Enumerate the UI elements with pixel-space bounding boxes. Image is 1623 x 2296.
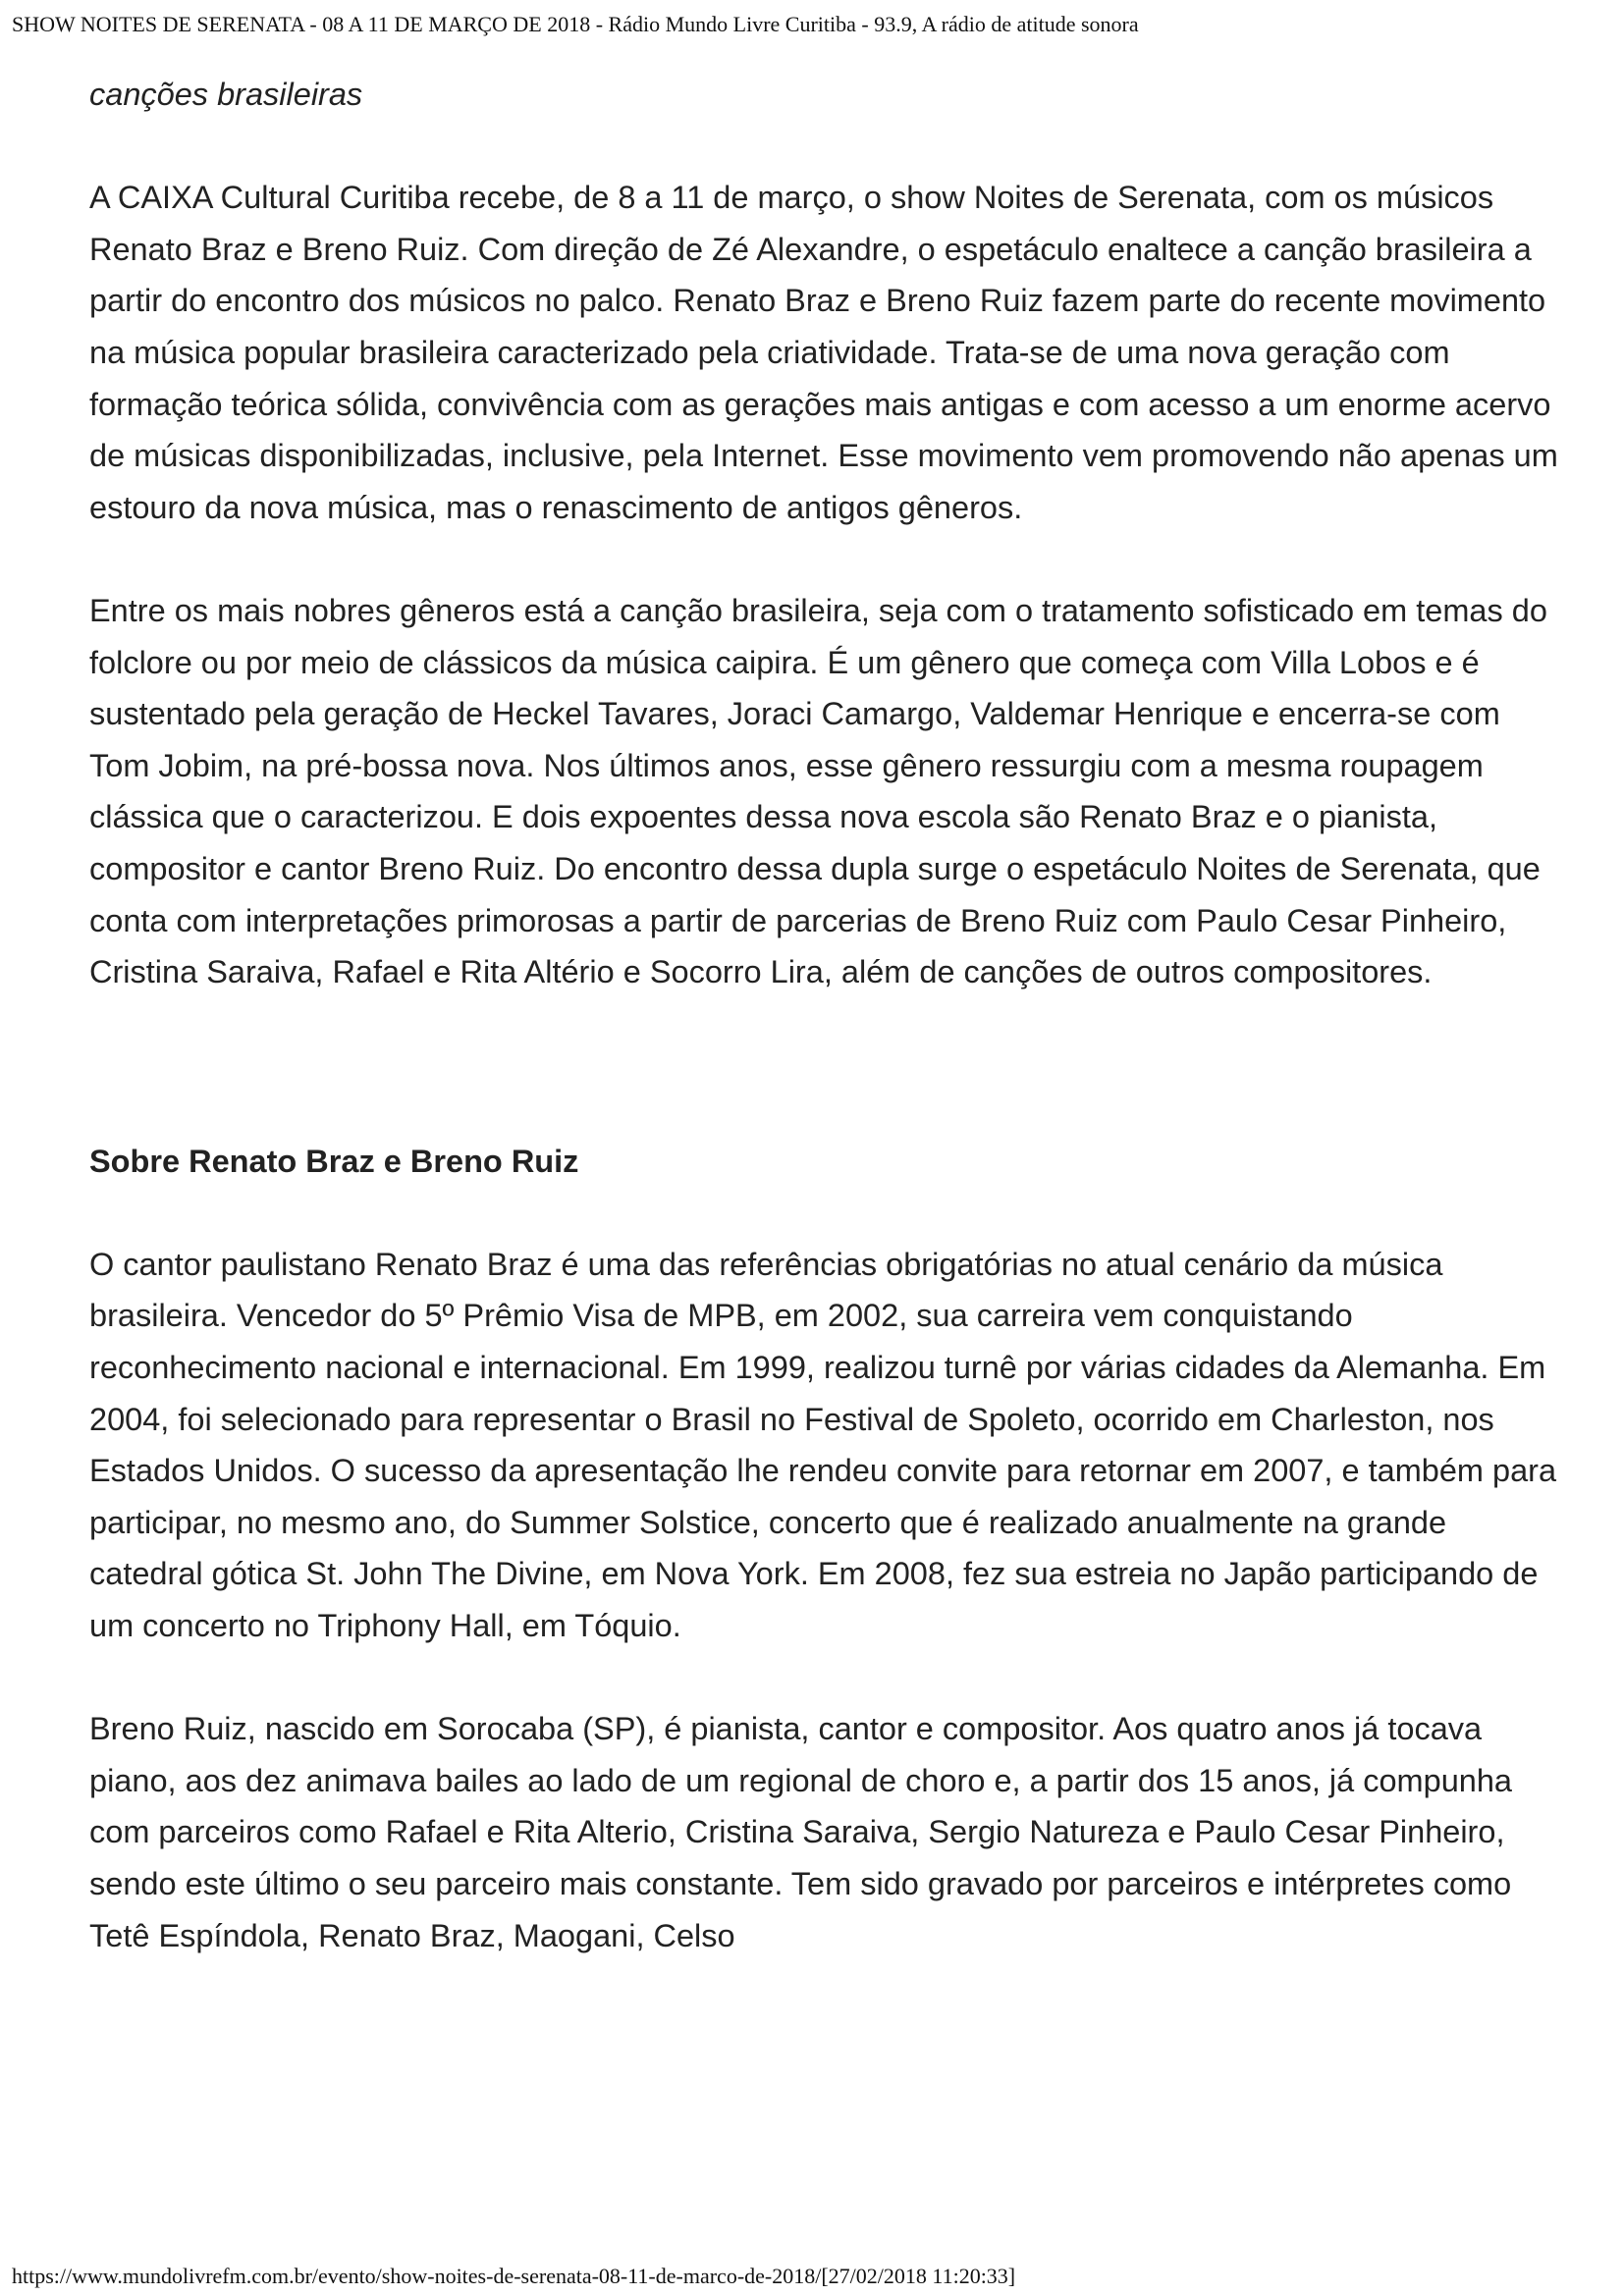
article-paragraph-1: A CAIXA Cultural Curitiba recebe, de 8 a 11 de março, o show Noites de Serenata, com os músicos Renato Braz e Breno Ruiz. Com direção de Zé Alexandre, o espetáculo enaltece a canção brasileira a partir do encontro dos músicos no palco. Renato Braz e Breno Ruiz fazem parte do recente movimento na música popular brasileira caracterizado pela criatividade. Trata-se de uma nova geração com formação teórica sólida, convivência com as gerações mais antigas e com acesso a um enorme acervo de músicas disponibilizadas, inclusive, pela Internet. Esse movimento vem promovendo não apenas um estouro da nova música, mas o renascimento de antigos gêneros. — [89, 180, 1558, 525]
spacer — [89, 998, 1562, 1136]
article-subtitle: canções brasileiras — [89, 77, 363, 112]
section-paragraph-1: O cantor paulistano Renato Braz é uma das referências obrigatórias no atual cenário da música brasileira. Vencedor do 5º Prêmio Visa de MPB, em 2002, sua carreira vem conquistando reconhecimento nacional e internacional. Em 1999, realizou turnê por várias cidades da Alemanha. Em 2004, foi selecionado para representar o Brasil no Festival de Spoleto, ocorrido em Charleston, nos Estados Unidos. O sucesso da apresentação lhe rendeu convite para retornar em 2007, e também para participar, no mesmo ano, do Summer Solstice, concerto que é realizado anualmente na grande catedral gótica St. John The Divine, em Nova York. Em 2008, fez sua estreia no Japão participando de um concerto no Triphony Hall, em Tóquio. — [89, 1246, 1557, 1644]
section-paragraph-2: Breno Ruiz, nascido em Sorocaba (SP), é pianista, cantor e compositor. Aos quatro anos já tocava piano, aos dez animava bailes ao lado de um regional de choro e, a partir dos 15 anos, já compunha com parceiros como Rafael e Rita Alterio, Cristina Saraiva, Sergio Natureza e Paulo Cesar Pinheiro, sendo este último o seu parceiro mais constante. Tem sido gravado por parceiros e intérpretes como Tetê Espíndola, Renato Braz, Maogani, Celso — [89, 1711, 1512, 1953]
article-body — [89, 69, 1562, 1961]
spacer — [89, 533, 1562, 585]
spacer — [89, 121, 1562, 173]
article-paragraph-2: Entre os mais nobres gêneros está a canção brasileira, seja com o tratamento sofisticado em temas do folclore ou por meio de clássicos da música caipira. É um gênero que começa com Villa Lobos e é sustentado pela geração de Heckel Tavares, Joraci Camargo, Valdemar Henrique e encerra-se com Tom Jobim, na pré-bossa nova. Nos últimos anos, esse gênero ressurgiu com a mesma roupagem clássica que o caracterizou. E dois expoentes dessa nova escola são Renato Braz e o pianista, compositor e cantor Breno Ruiz. Do encontro dessa dupla surge o espetáculo Noites de Serenata, que conta com interpretações primorosas a partir de parcerias de Breno Ruiz com Paulo Cesar Pinheiro, Cristina Saraiva, Rafael e Rita Altério e Socorro Lira, além de canções de outros compositores. — [89, 592, 1547, 990]
print-footer-url: https://www.mundolivrefm.com.br/evento/show-noites-de-serenata-08-11-de-marco-de-2018/[27/02/2018 11:20:33] — [12, 2264, 1016, 2288]
section-heading: Sobre Renato Braz e Breno Ruiz — [89, 1143, 579, 1179]
print-header: SHOW NOITES DE SERENATA - 08 A 11 DE MARÇO DE 2018 - Rádio Mundo Livre Curitiba - 93.9, A rádio de atitude sonora — [12, 12, 1139, 36]
spacer — [89, 1187, 1562, 1239]
spacer — [89, 1652, 1562, 1704]
